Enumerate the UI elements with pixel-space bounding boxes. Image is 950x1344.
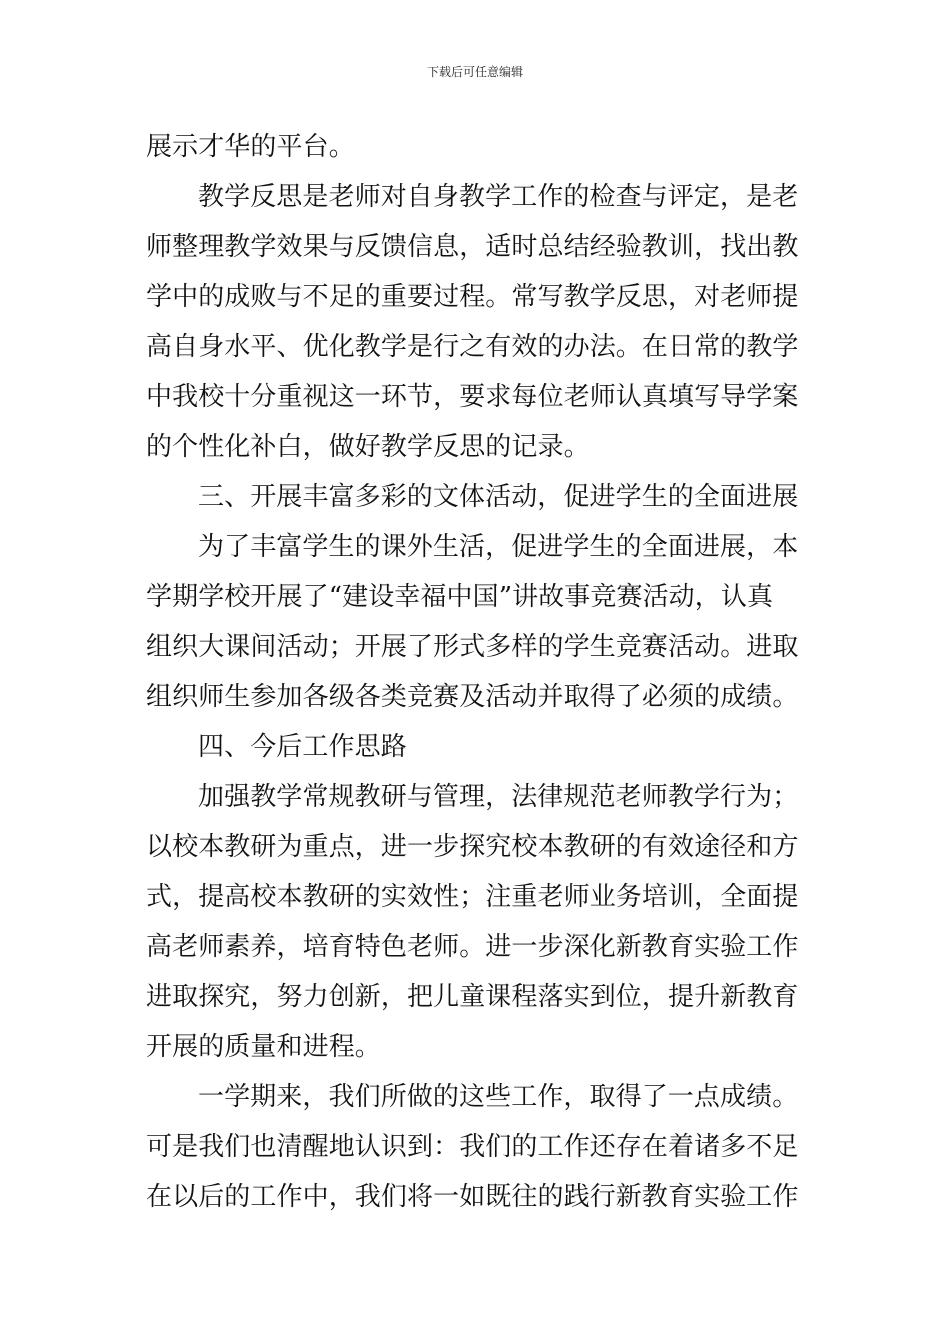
text-line: 开展的质量和进程。 — [146, 1032, 381, 1062]
section-heading: 三、开展丰富多彩的文体活动，促进学生的全面进展 — [198, 482, 799, 512]
text-line: 式，提高校本教研的实效性；注重老师业务培训，全面提 — [146, 882, 799, 912]
section-heading: 四、今后工作思路 — [198, 732, 407, 762]
text-line: 加强教学常规教研与管理，法律规范老师教学行为； — [198, 782, 799, 812]
text-line: 一学期来，我们所做的这些工作，取得了一点成绩。 — [198, 1082, 799, 1112]
text-line: 学中的成败与不足的重要过程。常写教学反思，对老师提 — [146, 282, 799, 312]
text-line: 为了丰富学生的课外生活，促进学生的全面进展，本 — [198, 532, 799, 562]
text-line: 中我校十分重视这一环节，要求每位老师认真填写导学案 — [146, 382, 799, 412]
text-line: 以校本教研为重点，进一步探究校本教研的有效途径和方 — [146, 832, 799, 862]
text-line: 的个性化补白，做好教学反思的记录。 — [146, 432, 590, 462]
text-line: 进取探究，努力创新，把儿童课程落实到位，提升新教育 — [146, 982, 799, 1012]
text-line: 教学反思是老师对自身教学工作的检查与评定，是老 — [198, 182, 799, 212]
text-line: 高老师素养，培育特色老师。进一步深化新教育实验工作 — [146, 932, 799, 962]
text-line: 可是我们也清醒地认识到：我们的工作还存在着诸多不足 — [146, 1132, 799, 1162]
text-line: 学期学校开展了“建设幸福中国”讲故事竞赛活动，认真 — [146, 582, 774, 612]
text-line: 展示才华的平台。 — [146, 132, 355, 162]
text-line: 组织大课间活动；开展了形式多样的学生竞赛活动。进取 — [146, 632, 799, 662]
text-line: 在以后的工作中，我们将一如既往的践行新教育实验工作 — [146, 1182, 799, 1212]
text-line: 师整理教学效果与反馈信息，适时总结经验教训，找出教 — [146, 232, 799, 262]
text-line: 高自身水平、优化教学是行之有效的办法。在日常的教学 — [146, 332, 799, 362]
document-body — [146, 122, 810, 1222]
page-header: 下载后可任意编辑 — [426, 65, 523, 79]
text-line: 组织师生参加各级各类竞赛及活动并取得了必须的成绩。 — [146, 682, 799, 712]
